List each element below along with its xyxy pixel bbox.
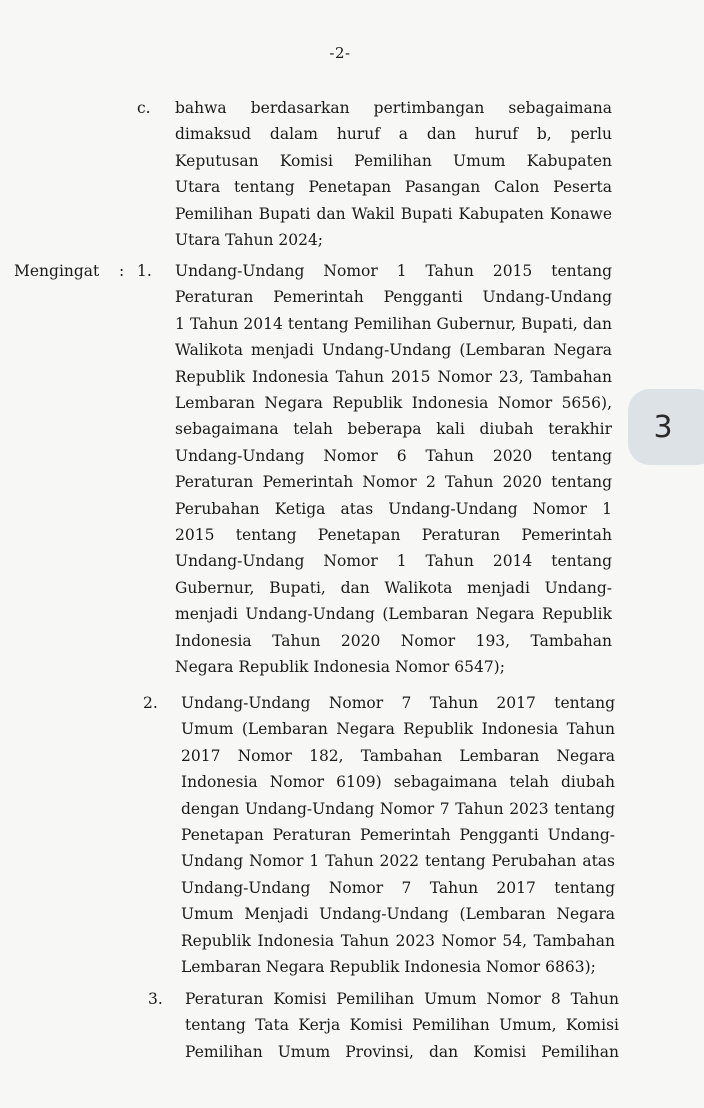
legal-basis-line: Peraturan Pemerintah Nomor 2 Tahun 2020 tentang (175, 473, 612, 492)
legal-basis-line: Undang-Undang Nomor 7 Tahun 2017 tentang (181, 878, 615, 897)
consideration-line: dimaksud dalam huruf a dan huruf b, perlu (175, 125, 612, 144)
legal-basis-line: Walikota menjadi Undang-Undang (Lembaran Negara (175, 341, 612, 360)
legal-basis-line: 2017 Nomor 182, Tambahan Lembaran Negara (181, 746, 615, 765)
side-badge[interactable]: 3 (628, 389, 704, 465)
legal-basis-line: Undang-Undang Nomor 1 Tahun 2015 tentang (175, 262, 612, 280)
legal-basis-line: Pemilihan Umum Provinsi, dan Komisi Pemilihan (185, 1042, 619, 1061)
legal-basis-line: Peraturan Komisi Pemilihan Umum Nomor 8 Tahun (185, 990, 619, 1008)
consideration-line: Utara Tahun 2024; (175, 231, 324, 249)
consideration-line: Keputusan Komisi Pemilihan Umum Kabupaten (175, 151, 612, 170)
item-marker: 2. (143, 694, 158, 712)
legal-basis-line: Republik Indonesia Tahun 2015 Nomor 23, Tambahan (175, 367, 612, 386)
legal-basis-line: tentang Tata Kerja Komisi Pemilihan Umum, Komisi (185, 1016, 619, 1035)
item-marker: 3. (148, 990, 163, 1008)
legal-basis-line: dengan Undang-Undang Nomor 7 Tahun 2023 tentang (181, 799, 615, 818)
legal-basis-line: Lembaran Negara Republik Indonesia Nomor 6863); (181, 958, 596, 976)
legal-basis-line: menjadi Undang-Undang (Lembaran Negara Republik (175, 605, 612, 624)
legal-basis-line: 2015 tentang Penetapan Peraturan Pemerintah (175, 526, 612, 544)
item-marker: 1. (137, 262, 152, 280)
legal-basis-line: Penetapan Peraturan Pemerintah Pengganti Undang- (181, 826, 615, 844)
consideration-line: Pemilihan Bupati dan Wakil Bupati Kabupaten Konawe (175, 204, 612, 223)
legal-basis-line: Indonesia Nomor 6109) sebagaimana telah diubah (181, 773, 615, 792)
legal-basis-line: sebagaimana telah beberapa kali diubah terakhir (175, 420, 612, 439)
item-marker-c: c. (137, 99, 151, 117)
legal-basis-line: Indonesia Tahun 2020 Nomor 193, Tambahan (175, 631, 612, 650)
legal-basis-line: Republik Indonesia Tahun 2023 Nomor 54, Tambahan (181, 931, 615, 950)
legal-basis-line: Gubernur, Bupati, dan Walikota menjadi Undang- (175, 578, 612, 597)
legal-basis-line: Undang-Undang Nomor 6 Tahun 2020 tentang (175, 446, 612, 465)
mengingat-label: Mengingat (14, 262, 100, 280)
legal-basis-line: Umum (Lembaran Negara Republik Indonesia Tahun (181, 720, 615, 739)
legal-basis-line: 1 Tahun 2014 tentang Pemilihan Gubernur, Bupati, dan (175, 314, 612, 333)
legal-basis-line: Perubahan Ketiga atas Undang-Undang Nomor 1 (175, 499, 612, 518)
legal-basis-line: Undang-Undang Nomor 7 Tahun 2017 tentang (181, 694, 615, 712)
legal-basis-line: Lembaran Negara Republik Indonesia Nomor 5656), (175, 394, 612, 412)
consideration-line: Utara tentang Penetapan Pasangan Calon Peserta (175, 178, 612, 197)
legal-basis-line: Undang-Undang Nomor 1 Tahun 2014 tentang (175, 552, 612, 571)
page-number: -2- (329, 44, 351, 62)
mengingat-colon: : (119, 262, 125, 280)
legal-basis-line: Negara Republik Indonesia Nomor 6547); (175, 658, 505, 676)
consideration-line: bahwa berdasarkan pertimbangan sebagaimana (175, 99, 612, 117)
legal-basis-line: Peraturan Pemerintah Pengganti Undang-Undang (175, 288, 612, 307)
legal-basis-line: Undang Nomor 1 Tahun 2022 tentang Perubahan atas (181, 852, 615, 871)
legal-basis-line: Umum Menjadi Undang-Undang (Lembaran Negara (181, 905, 615, 924)
